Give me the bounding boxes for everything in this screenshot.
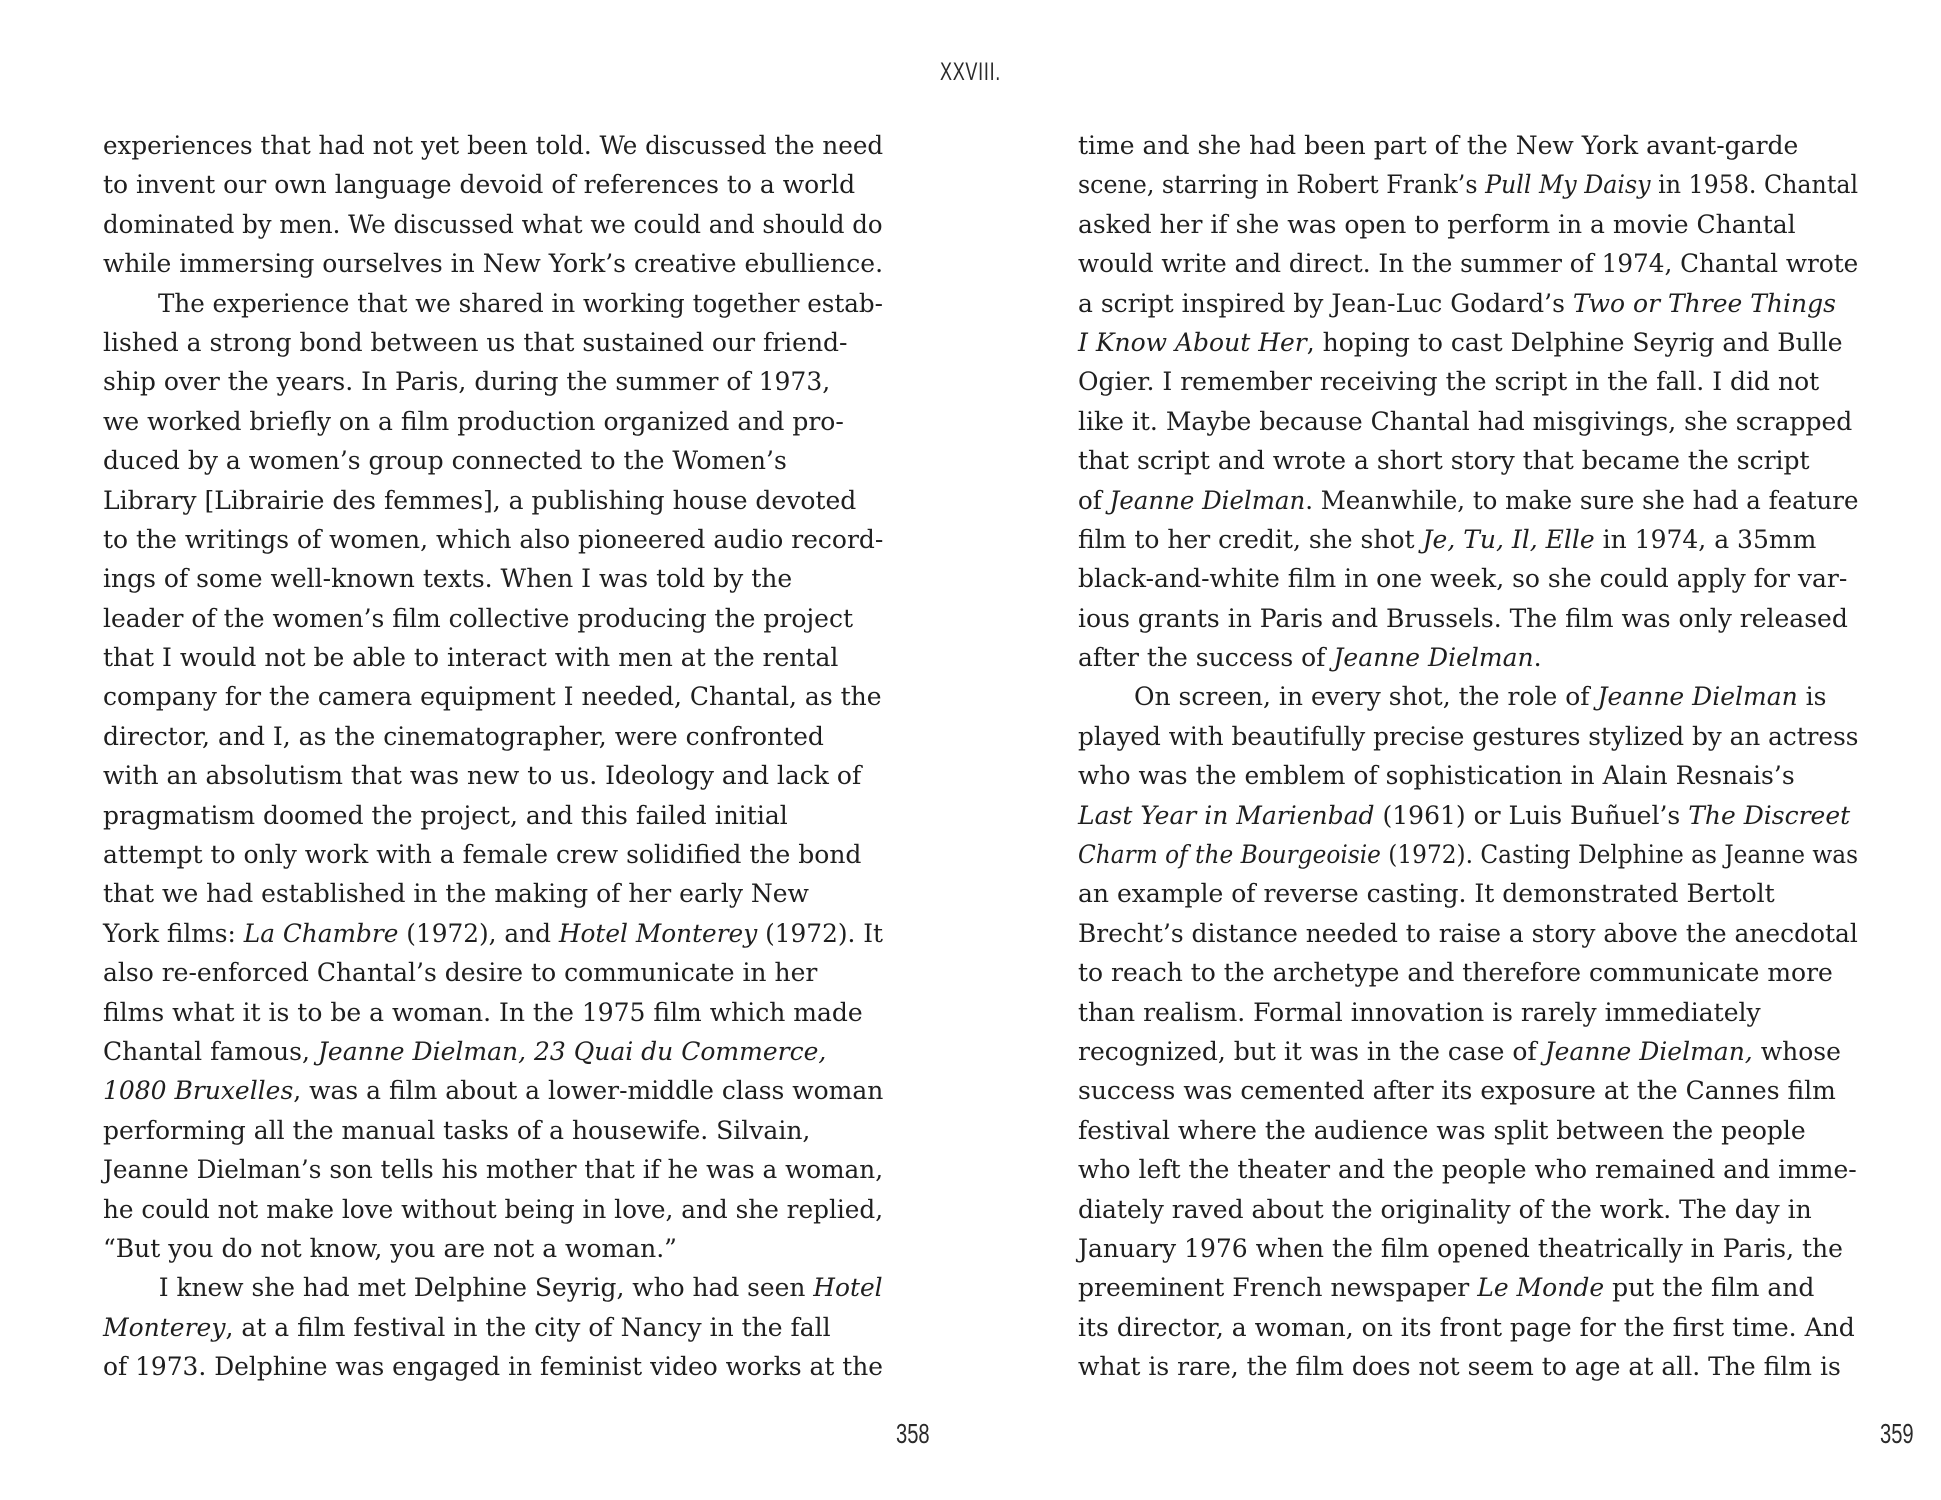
text-line: [103, 599, 883, 638]
text-line: [103, 441, 883, 480]
text-line: [1078, 520, 1858, 559]
text-run: who was the emblem of sophistication in Alain Resnais’s: [1078, 761, 1795, 791]
text-line: [1078, 481, 1859, 520]
text-run: who left the theater and the people who remained and imme-: [1078, 1155, 1857, 1185]
text-run: ship over the years. In Paris, during the summer of 1973,: [103, 367, 831, 397]
text-run: York films:: [103, 918, 244, 948]
text-line: [1078, 1229, 1858, 1268]
text-line: [1078, 993, 1858, 1032]
italic-title: Jeanne Dielman,: [1544, 1036, 1753, 1066]
text-run: I knew she had met Delphine Seyrig, who had seen: [158, 1273, 814, 1303]
text-line: [1078, 559, 1858, 598]
text-line: [1078, 874, 1858, 913]
text-run: film to her credit, she shot: [1078, 524, 1423, 554]
text-line: [1078, 1347, 1858, 1386]
italic-title: La Chambre: [243, 918, 399, 948]
text-run: company for the camera equipment I needed, Chantal, as the: [103, 682, 882, 712]
text-line: [103, 559, 883, 598]
text-run: whose: [1752, 1036, 1841, 1066]
italic-title: Je, Tu, Il, Elle: [1422, 524, 1595, 554]
text-run: to reach to the archetype and therefore communicate more: [1078, 958, 1833, 988]
text-run: festival where the audience was split between the people: [1078, 1115, 1806, 1145]
text-run: while immersing ourselves in New York’s creative ebullience.: [103, 249, 884, 279]
text-run: Chantal famous,: [103, 1036, 318, 1066]
text-line: [1078, 1071, 1858, 1110]
text-line: [1078, 717, 1859, 756]
text-run: after the success of: [1078, 643, 1334, 673]
text-line: [103, 402, 883, 441]
text-run: to the writings of women, which also pioneered audio record-: [103, 524, 884, 554]
text-run: of 1973. Delphine was engaged in feminist video works at the: [103, 1352, 883, 1382]
text-run: director, and I, as the cinematographer, were confronted: [103, 721, 824, 751]
italic-title: Jeanne Dielman: [1597, 682, 1798, 712]
text-line: [103, 481, 883, 520]
text-run: (1972). It: [757, 918, 884, 948]
text-run: what is rare, the film does not seem to age at all. The film is: [1078, 1352, 1841, 1382]
text-line: [1078, 796, 1858, 835]
text-line: [1078, 284, 1858, 323]
text-run: in 1958. Chantal: [1650, 170, 1859, 200]
italic-title: Le Monde: [1477, 1273, 1605, 1303]
italic-title: Two or Three Things: [1572, 288, 1836, 318]
text-line: [103, 677, 883, 716]
text-run: , hoping to cast Delphine Seyrig and Bulle: [1306, 327, 1843, 357]
text-line: [103, 756, 883, 795]
italic-title: The Discreet: [1688, 800, 1851, 830]
text-run: ings of some well-known texts. When I was told by the: [103, 564, 793, 594]
text-run: Brecht’s distance needed to raise a story above the anecdotal: [1078, 918, 1858, 948]
text-run: (1972), and: [398, 918, 559, 948]
text-run: recognized, but it was in the case of: [1078, 1036, 1545, 1066]
chapter-heading: XXVIII.: [939, 58, 1002, 86]
text-run: he could not make love without being in love, and she replied,: [103, 1194, 884, 1224]
text-line: [1078, 165, 1859, 204]
text-line: [1078, 126, 1858, 165]
right-page-number: 359: [1880, 1418, 1914, 1449]
text-line: [103, 1032, 883, 1071]
text-line: [103, 993, 883, 1032]
text-run: films what it is to be a woman. In the 1975 film which made: [103, 997, 863, 1027]
text-run: we worked briefly on a film production organized and pro-: [103, 406, 844, 436]
text-line: [103, 126, 884, 165]
text-line: [1078, 1032, 1858, 1071]
text-run: “But you do not know, you are not a woman.”: [103, 1233, 677, 1263]
text-line: [103, 362, 883, 401]
text-run: attempt to only work with a female crew solidified the bond: [103, 840, 862, 870]
text-run: an example of reverse casting. It demonstrated Bertolt: [1078, 879, 1775, 909]
text-line: [103, 323, 883, 362]
text-line: [103, 1111, 883, 1150]
italic-title: 1080 Bruxelles: [103, 1076, 294, 1106]
text-run: scene, starring in Robert Frank’s: [1078, 170, 1486, 200]
text-line: [103, 914, 884, 953]
text-run: ious grants in Paris and Brussels. The film was only released: [1078, 603, 1848, 633]
text-line: [1078, 1111, 1858, 1150]
text-run: dominated by men. We discussed what we could and should do: [103, 209, 883, 239]
text-run: (1961) or Luis Buñuel’s: [1374, 800, 1689, 830]
italic-title: Jeanne Dielman, 23 Quai du Commerce,: [317, 1036, 827, 1066]
text-run: with an absolutism that was new to us. Ideology and lack of: [103, 761, 862, 791]
text-line: [1078, 914, 1858, 953]
text-run: black-and-white film in one week, so she could apply for var-: [1078, 564, 1848, 594]
text-line: [103, 1229, 883, 1268]
text-line: [1078, 323, 1858, 362]
text-line: [1078, 1308, 1858, 1347]
text-line: [103, 520, 882, 559]
text-run: diately raved about the originality of the work. The day in: [1078, 1194, 1812, 1224]
italic-title: Jeanne Dielman: [1109, 485, 1306, 515]
text-run: like it. Maybe because Chantal had misgivings, she scrapped: [1078, 406, 1853, 436]
text-line: [103, 1150, 884, 1189]
text-run: a script inspired by Jean-Luc Godard’s: [1078, 288, 1573, 318]
italic-title: Hotel: [813, 1273, 883, 1303]
italic-title: Jeanne Dielman: [1333, 643, 1534, 673]
text-run: duced by a women’s group connected to the Women’s: [103, 446, 787, 476]
text-run: lished a strong bond between us that sustained our friend-: [103, 327, 848, 357]
text-line: [1078, 835, 1859, 874]
italic-title: Last Year in Marienbad: [1078, 800, 1375, 830]
text-run: would write and direct. In the summer of 1974, Chantal wrote: [1078, 249, 1859, 279]
right-page-text: [1078, 126, 1858, 1387]
text-run: to invent our own language devoid of references to a world: [103, 170, 856, 200]
text-run: experiences that had not yet been told. We discussed the need: [103, 131, 884, 160]
text-run: that we had established in the making of her early New: [103, 879, 809, 909]
text-line: [1078, 1268, 1858, 1307]
text-line: [1078, 441, 1858, 480]
left-page-text: [103, 126, 883, 1387]
text-line: [103, 1190, 884, 1229]
italic-title: Charm of the Bourgeoisie: [1078, 840, 1381, 870]
text-run: in 1974, a 35mm: [1594, 524, 1817, 554]
italic-title: Hotel Monterey: [558, 918, 758, 948]
text-line: [103, 835, 883, 874]
text-run: performing all the manual tasks of a housewife. Silvain,: [103, 1115, 811, 1145]
text-line: [1078, 599, 1858, 638]
text-line: [103, 1308, 883, 1347]
text-line: [103, 874, 883, 913]
text-run: Library [Librairie des femmes], a publishing house devoted: [103, 485, 857, 515]
text-line: [103, 796, 883, 835]
text-run: Jeanne Dielman’s son tells his mother that if he was a woman,: [103, 1155, 884, 1185]
text-line: [1078, 362, 1858, 401]
text-run: leader of the women’s film collective producing the project: [103, 603, 854, 633]
text-run: . Meanwhile, to make sure she had a feature: [1305, 485, 1859, 515]
text-run: that I would not be able to interact with men at the rental: [103, 643, 839, 673]
text-run: also re-enforced Chantal’s desire to communicate in her: [103, 958, 818, 988]
text-run: asked her if she was open to perform in a movie Chantal: [1078, 209, 1796, 239]
text-line: [1078, 638, 1858, 677]
text-run: Ogier. I remember receiving the script in the fall. I did not: [1078, 367, 1820, 397]
text-run: (1972). Casting Delphine as Jeanne was: [1380, 840, 1859, 870]
italic-title: Pull My Daisy: [1485, 170, 1651, 200]
text-line: [103, 638, 883, 677]
text-line: [1078, 953, 1858, 992]
text-run: time and she had been part of the New York avant-garde: [1078, 131, 1799, 160]
text-line: [103, 953, 883, 992]
text-line: [103, 244, 883, 283]
text-run: is: [1797, 682, 1827, 712]
text-run: its director, a woman, on its front page for the first time. And: [1078, 1312, 1855, 1342]
text-run: of: [1078, 485, 1110, 515]
text-run: that script and wrote a short story that became the script: [1078, 446, 1810, 476]
text-line: [103, 165, 883, 204]
text-line: [103, 1071, 882, 1110]
text-line: [103, 717, 883, 756]
text-line: [1078, 244, 1859, 283]
text-line: [103, 205, 883, 244]
italic-title: I Know About Her: [1078, 327, 1307, 357]
text-run: , at a film festival in the city of Nancy in the fall: [225, 1312, 831, 1342]
text-run: On screen, in every shot, the role of: [1134, 682, 1598, 712]
left-page-number: 358: [896, 1418, 930, 1449]
text-run: put the film and: [1604, 1273, 1815, 1303]
text-run: than realism. Formal innovation is rarely immediately: [1078, 997, 1761, 1027]
italic-title: Monterey: [103, 1312, 226, 1342]
text-line: [1078, 756, 1858, 795]
text-line: [1078, 402, 1858, 441]
text-line: [1078, 1150, 1858, 1189]
text-run: preeminent French newspaper: [1078, 1273, 1478, 1303]
text-run: January 1976 when the film opened theatrically in Paris, the: [1078, 1233, 1843, 1263]
text-run: .: [1533, 643, 1542, 673]
text-run: played with beautifully precise gestures stylized by an actress: [1078, 721, 1859, 751]
text-line: [1078, 205, 1858, 244]
text-line: [103, 284, 883, 323]
text-run: success was cemented after its exposure at the Cannes film: [1078, 1076, 1836, 1106]
text-line: [103, 1268, 883, 1307]
text-line: [1078, 677, 1858, 716]
text-line: [103, 1347, 883, 1386]
text-line: [1078, 1190, 1858, 1229]
text-run: pragmatism doomed the project, and this failed initial: [103, 800, 788, 830]
text-run: The experience that we shared in working together estab-: [158, 288, 883, 318]
text-run: , was a film about a lower-middle class woman: [293, 1076, 884, 1106]
